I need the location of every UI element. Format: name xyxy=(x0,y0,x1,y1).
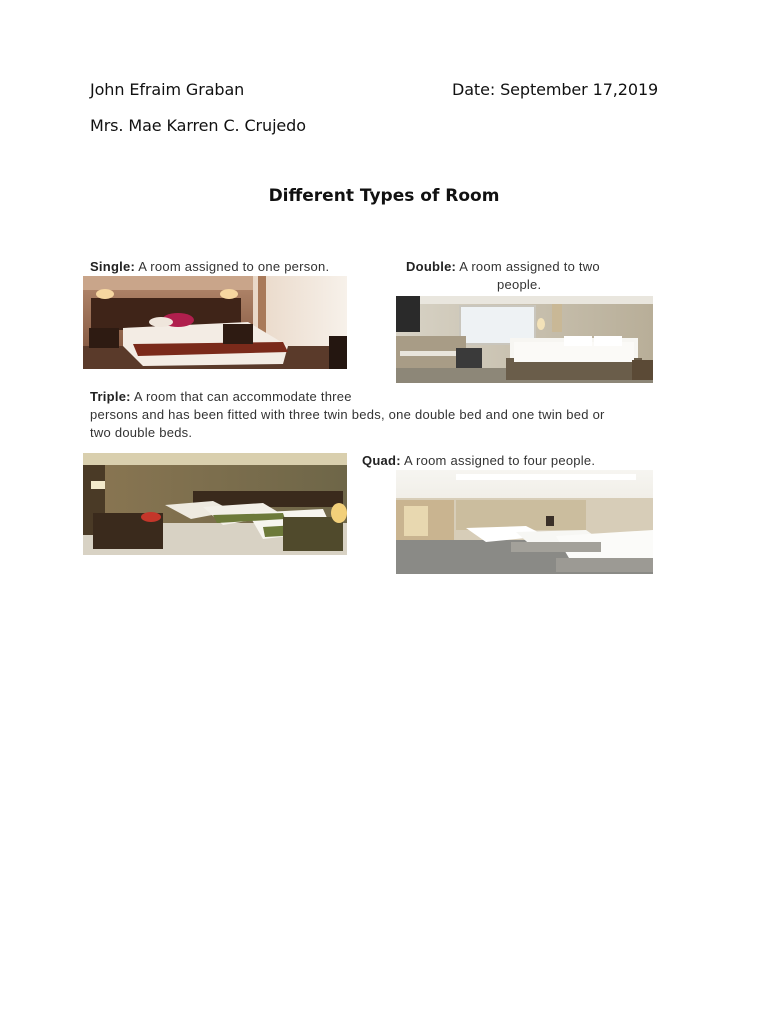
quad-label: Quad: xyxy=(362,453,401,468)
page-title: Different Types of Room xyxy=(268,186,500,206)
triple-room-image xyxy=(83,453,347,555)
single-text: A room assigned to one person. xyxy=(135,259,330,274)
double-label: Double: xyxy=(406,259,457,274)
document-date: Date: September 17,2019 xyxy=(452,80,659,99)
double-text: A room assigned to two xyxy=(456,259,600,274)
single-room-image xyxy=(83,276,347,369)
quad-text: A room assigned to four people. xyxy=(400,453,596,468)
single-caption xyxy=(90,258,329,276)
quad-caption xyxy=(362,452,595,470)
double-caption xyxy=(406,258,600,276)
triple-caption xyxy=(90,388,352,406)
triple-label: Triple: xyxy=(90,389,131,404)
double-room-image xyxy=(396,296,653,383)
triple-text: A room that can accommodate three xyxy=(130,389,352,404)
triple-caption-line2: persons and has been fitted with three twin beds, one double bed and one twin bed or xyxy=(90,407,605,422)
quad-room-image xyxy=(396,470,653,574)
single-label: Single: xyxy=(90,259,136,274)
author-name: John Efraim Graban xyxy=(90,80,245,99)
double-caption-line2: people. xyxy=(497,277,542,292)
teacher-name: Mrs. Mae Karren C. Crujedo xyxy=(90,116,306,135)
triple-caption-line3: two double beds. xyxy=(90,425,193,440)
